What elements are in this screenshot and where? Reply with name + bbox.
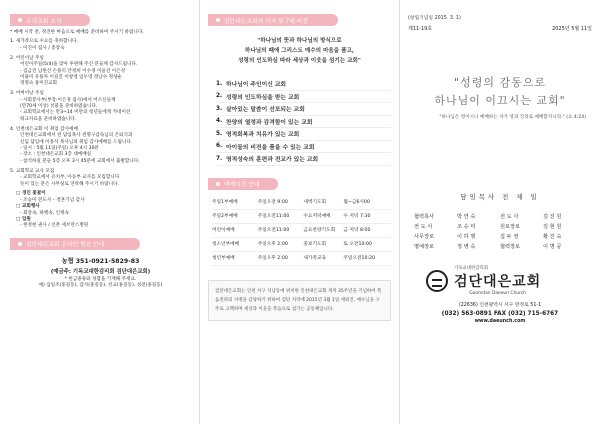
column-news — [0, 0, 200, 424]
church-logo: 기독교대한감리회 검단대은교회 Goomdan Daeeun Church — [408, 265, 592, 296]
list-item: 4. 찬양의 열정과 감격함이 있는 교회 — [216, 116, 391, 129]
offering-header: 검단대은교회 온라인 헌금 안내 — [10, 238, 140, 250]
scripture-verse: "하나님은 영이시니 예배하는 자가 영과 진리로 예배할지니라." (요 4:24) — [439, 115, 586, 120]
service-table — [208, 196, 391, 266]
yearly-theme: "성령의 감동으로 하나님이 이끄시는 교회" — [434, 76, 566, 107]
news-intro: * 예배 시작 전, 정진한 마음으로 예배를 준비하여 주시기 바랍니다. — [10, 29, 144, 35]
list-item: 3. 살아있는 말씀이 선포되는 교회 — [216, 103, 391, 116]
phone-fax: (032) 563-0891 FAX (032) 715-6767 — [441, 311, 559, 317]
senior-pastor: 담임목사 전 제 일 — [460, 193, 540, 201]
news-item-2: 2. 어린이날 주일 어린이주일(5/4)을 맞아 후원해 주신 분들께 감사드립니다. - 김금진 남원신 손용익 안정희 이수경 이윤진 이은경 이용미 유용자 이길진 이창영 임두영 정남수 정성순 정명숙 홍미진교회 — [10, 55, 138, 87]
list-item: 6. 아이들의 비전을 품을 수 있는 교회 — [216, 141, 391, 154]
vision-statement: "하나님의 뜻과 하나님의 방식으로 하나님의 때에 그리스도 예수의 마음을 품고, 성령의 인도하심 따라 세상과 이웃을 섬기는 교회" — [238, 38, 361, 64]
table-row: 어린이예배 주일오전11:00 금요찬양기도회 금 저녁 8:00 — [212, 224, 391, 238]
goal-list — [208, 78, 391, 166]
founded-date: (창립기념일 2015. 3. 1) — [408, 16, 461, 21]
contact-info — [408, 302, 592, 326]
news-header: 우리교회 소식 — [10, 14, 90, 26]
column-vision — [200, 0, 400, 424]
column-cover — [400, 0, 600, 424]
news-item-5: 5. 교회학교 교사 모집 - 교회학교에서 유치부, 아동부 교사를 모집합니다. 뜻이 있는 분은 사무실로 연락해 주시기 바랍니다. — [10, 168, 121, 187]
bullet-icon — [18, 242, 22, 246]
church-emblem-icon — [426, 270, 448, 292]
bank-account: 농협 351-0921-5829-83 — [61, 257, 140, 265]
news-item-1: 1. 새가족으로 수요를 축하합니다. - 이진이 집사 / 총장숙 — [10, 39, 78, 51]
website-link[interactable]: www.daeunch.com — [474, 319, 526, 324]
event-church: □ 교회행사 - 회장속, 하행속, 인재속 — [16, 204, 69, 216]
list-item: 5. 영적회복과 치유가 있는 교회 — [216, 128, 391, 141]
list-item: 1. 하나님이 주인이신 교회 — [216, 78, 391, 91]
offering-types: 예) 십일조(홍길동), 감사(홍길동), 선교(홍길동), 성전(홍길동) — [38, 283, 163, 289]
event-flowers: □ 경인 꽃꽃이 - 조승미 전도사 – 결혼기념 감사 — [16, 191, 85, 203]
list-item: 2. 성령의 인도하심을 받는 교회 — [216, 91, 391, 104]
church-intro: 검단대은교회는 인천 서구 석남동에 위치한 인천대은교회 개척 35주년을 기념하여 복음전파의 사명을 감당하기 위하여 검단 지역에 2015년 3월 1일 세워진, 예수님을 구주로 고백하며 세상과 이웃을 복음으로 섬기는 공동체입니다. — [208, 280, 391, 321]
table-row: 사무장로 이 하 행 집 두 영 황 진 숙 — [414, 233, 562, 240]
table-row: 명예장로 정 병 숙 협력장로 이 명 공 — [414, 243, 562, 250]
table-row: 협력목사 박 연 숙 전 도 사 김 진 원 — [414, 213, 562, 220]
table-row: 전 도 사 조 승 미 원로장로 김 현 원 — [414, 223, 562, 230]
account-holder: (예금주: 기독교대한감리회 검단대은교회) — [50, 268, 151, 275]
table-row: 청소년부예배 주일오후 2:00 중보기도회 토 오전10:00 — [212, 238, 391, 252]
offering-note: * 헌금종류와 성함을 기재해 주세요. — [64, 276, 137, 282]
address: (22636) 인천광역시 서구 완정로 51-1 — [458, 303, 542, 308]
table-row: 주일1부예배 주일오전 9:00 새벽기도회 월~금6시00 — [212, 196, 391, 210]
bulletin-date: 2025년 5월 11일 — [552, 26, 592, 32]
staff-list — [408, 211, 592, 251]
table-row: 청년부예배 주일오후 2:00 새가족교육 주일오전10:20 — [212, 252, 391, 266]
table-row: 주일2부예배 주일오전11:00 수요저녁예배 수 저녁 7:30 — [212, 210, 391, 224]
bullet-icon — [216, 182, 220, 186]
news-item-3: 3. 어버이날 주일 - 사회봉사부(부장:이은경 집사)에서 어르신들께 (만70세 이상) 선물을 준비하였습니다. - 교회학교에서는 만3~14 미만의 청년들에게 카네이션 워크자료을 준비하였습니다. — [10, 91, 131, 122]
news-item-4: 4. 인천대은교회 이 취임 감사예배 인천대은교회에서 전 담임목사 전명구감독님의 은퇴식과 신임 담임에 이종석 목사님의 취임 감사예배를 드립니다. - 일시 : 5월 11일(주일) 오후 4시 30분 - 장소 : 인천대은교회 3층 대예배실 - 참석하실 분들 5층 오후 3시 45분에 교회에서 출발합니다. — [10, 126, 140, 164]
bullet-icon — [216, 18, 220, 22]
service-header: 예배시간 안내 — [208, 178, 278, 190]
vision-header: 검단대은교회의 가치 및 7대 비전 — [208, 14, 338, 26]
list-item: 7. 영적성숙의 훈련과 전교가 있는 교회 — [216, 153, 391, 166]
bullet-icon — [18, 18, 22, 22]
event-hospital: □ 입원 - 현정현 권사 / 신촌 세브란스병원 — [16, 217, 89, 229]
issue-number: 제11-19호 — [408, 26, 433, 32]
